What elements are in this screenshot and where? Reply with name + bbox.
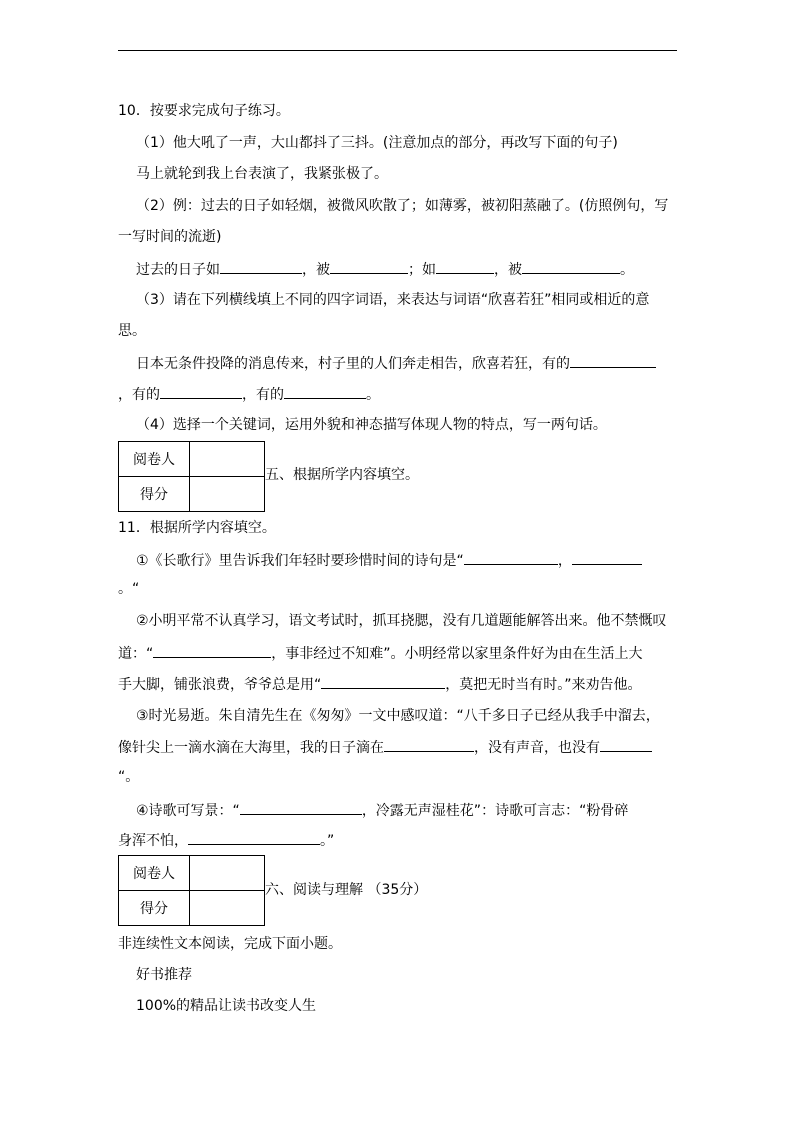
q10-part3-fill-line1 xyxy=(136,354,656,373)
q11-item1-end: 。“ xyxy=(118,581,140,597)
q10-part1-sentence: 马上就轮到我上台表演了，我紧张极了。 xyxy=(136,166,388,182)
reviewer-label: 阅卷人 xyxy=(119,856,190,891)
score-label: 得分 xyxy=(119,891,190,926)
text: ，没有声音，也没有 xyxy=(474,740,600,756)
section6-heading: 六、阅读与理解 （35分） xyxy=(265,882,428,898)
score-label: 得分 xyxy=(119,477,190,512)
blank[interactable] xyxy=(220,260,302,274)
blank[interactable] xyxy=(570,354,656,368)
score-cell[interactable] xyxy=(190,891,265,926)
text: ，冷露无声湿桂花”：诗歌可言志：“粉骨碎 xyxy=(361,803,629,819)
q11-item4-line1 xyxy=(136,801,628,820)
blank[interactable] xyxy=(600,738,652,752)
blank[interactable] xyxy=(321,675,445,689)
text: 。 xyxy=(620,262,634,278)
blank[interactable] xyxy=(572,551,642,565)
score-table xyxy=(118,441,265,512)
text: ， xyxy=(557,553,572,569)
q11-item2-line1: ②小明平常不认真学习，语文考试时，抓耳挠腮，没有几道题能解答出来。他不禁慨叹 xyxy=(136,613,667,629)
q10-part3-line1: （3）请在下列横线填上不同的四字词语，来表达与词语“欣喜若狂”相同或相近的意 xyxy=(136,292,650,308)
text: 日本无条件投降的消息传来，村子里的人们奔走相告，欣喜若狂，有的 xyxy=(136,356,570,372)
blank[interactable] xyxy=(284,385,366,399)
text: ，事非经过不知难”。小明经常以家里条件好为由在生活上大 xyxy=(271,646,643,662)
text: ①《长歌行》里告诉我们年轻时要珍惜时间的诗句是“ xyxy=(136,553,464,569)
text: ，莫把无时当有时。”来劝告他。 xyxy=(445,677,642,693)
q10-title: 10．按要求完成句子练习。 xyxy=(118,103,290,119)
text: 手大脚，铺张浪费，爷爷总是用“ xyxy=(118,677,322,693)
text: ，被 xyxy=(494,262,522,278)
blank[interactable] xyxy=(464,551,558,565)
score-table xyxy=(118,855,265,926)
q11-item3-line2 xyxy=(118,738,652,757)
q10-part1: （1）他大吼了一声，大山都抖了三抖。(注意加点的部分，再改写下面的句子) xyxy=(136,135,618,151)
text: 过去的日子如 xyxy=(136,262,220,278)
q11-item2-line2 xyxy=(118,644,643,663)
q10-part2-fill xyxy=(136,260,634,279)
reviewer-cell[interactable] xyxy=(190,856,265,891)
reviewer-cell[interactable] xyxy=(190,442,265,477)
q11-item4-line2 xyxy=(118,831,334,850)
text: 道：“ xyxy=(118,646,154,662)
q10-part2-line1: （2）例：过去的日子如轻烟，被微风吹散了；如薄雾，被初阳蒸融了。(仿照例句，写 xyxy=(136,198,669,214)
text: 。” xyxy=(320,833,335,849)
blank[interactable] xyxy=(188,831,320,845)
q10-part4: （4）选择一个关键词，运用外貌和神态描写体现人物的特点，写一两句话。 xyxy=(136,417,607,433)
q11-item3-line1: ③时光易逝。朱自清先生在《匆匆》一文中感叹道：“八千多日子已经从我手中溜去， xyxy=(136,708,660,724)
text: ；如 xyxy=(408,262,436,278)
text: ，有的 xyxy=(242,387,284,403)
text: 像针尖上一滴水滴在大海里，我的日子滴在 xyxy=(118,740,384,756)
q10-part2-line2: 一写时间的流逝) xyxy=(118,229,222,245)
text: 身浑不怕， xyxy=(118,833,188,849)
q10-part3-line2: 思。 xyxy=(118,323,146,339)
q11-item1 xyxy=(136,551,642,570)
blank[interactable] xyxy=(522,260,620,274)
blank[interactable] xyxy=(153,644,271,658)
q10-part3-fill-line2 xyxy=(118,385,380,404)
text: ，有的 xyxy=(118,387,160,403)
text: 。 xyxy=(366,387,380,403)
reviewer-label: 阅卷人 xyxy=(119,442,190,477)
blank[interactable] xyxy=(160,385,242,399)
section5-heading: 五、根据所学内容填空。 xyxy=(265,467,419,483)
header-rule xyxy=(118,50,677,51)
q11-item2-line3 xyxy=(118,675,642,694)
blank[interactable] xyxy=(240,801,362,815)
q11-title: 11．根据所学内容填空。 xyxy=(118,520,276,536)
text: ④诗歌可写景：“ xyxy=(136,803,240,819)
q11-item3-end: “。 xyxy=(118,769,140,785)
blank[interactable] xyxy=(436,260,494,274)
reading-heading: 好书推荐 xyxy=(136,967,192,983)
score-cell[interactable] xyxy=(190,477,265,512)
blank[interactable] xyxy=(330,260,408,274)
blank[interactable] xyxy=(384,738,474,752)
reading-intro: 非连续性文本阅读，完成下面小题。 xyxy=(118,936,342,952)
text: ，被 xyxy=(302,262,330,278)
reading-subheading: 100%的精品让读书改变人生 xyxy=(136,998,317,1014)
